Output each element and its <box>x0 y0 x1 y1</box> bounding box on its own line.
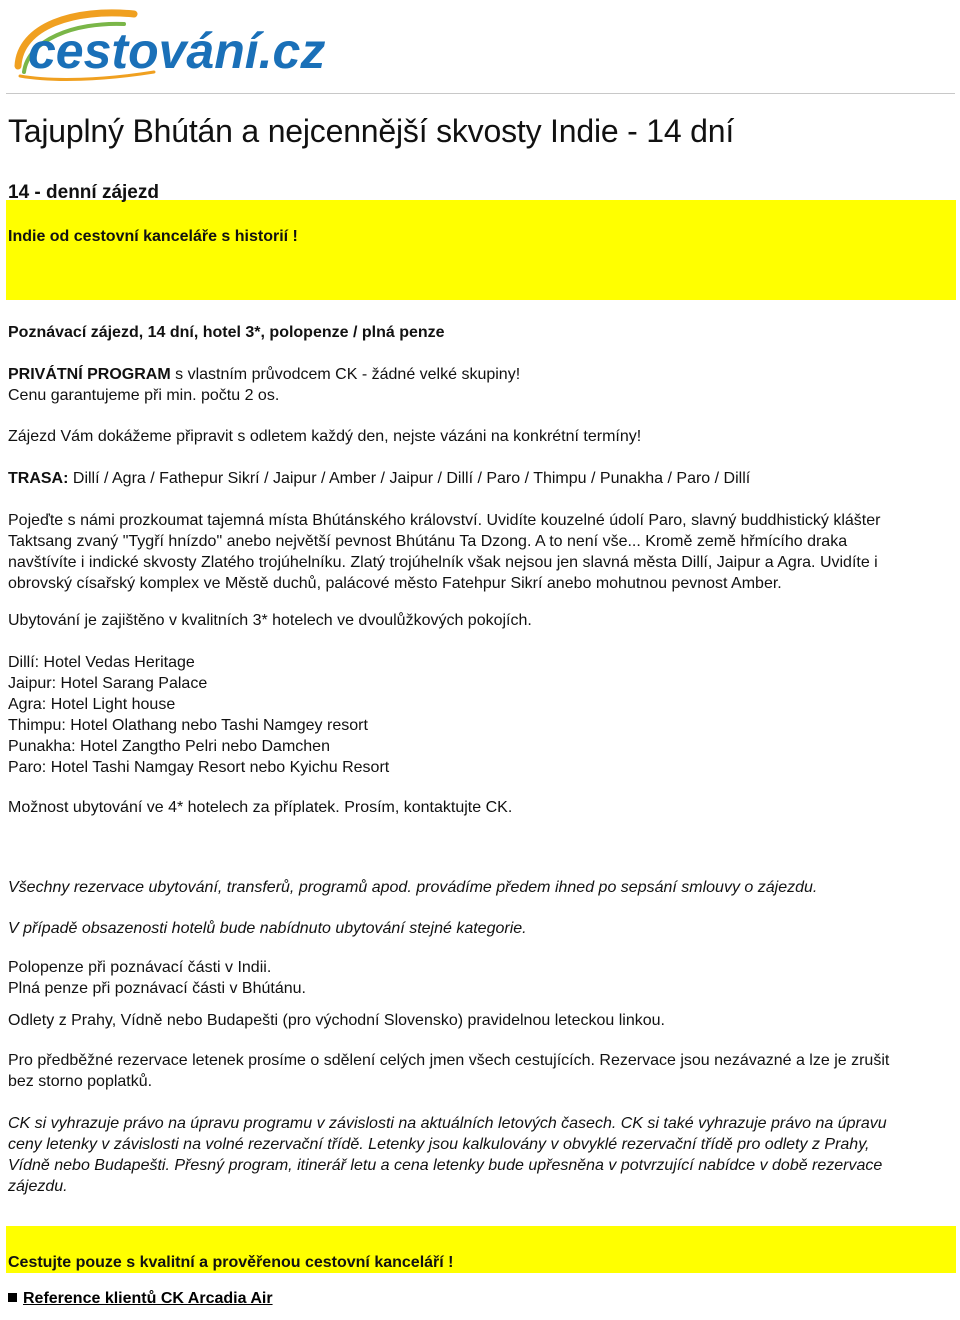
reservations-note: Všechny rezervace ubytování, transferů, programů apod. provádíme předem ihned po sepsání smlouvy o zájezdu. <box>8 879 818 896</box>
departure-note: Zájezd Vám dokážeme připravit s odletem každý den, nejste vázáni na konkrétní termíny! <box>8 428 642 445</box>
board-info <box>8 957 306 999</box>
sun-arc-logo-icon <box>14 6 334 84</box>
route-text: Dillí / Agra / Fathepur Sikrí / Jaipur / Amber / Jaipur / Dillí / Paro / Thimpu / Punakha / Paro / Dillí <box>68 470 751 487</box>
hotel-item: Dillí: Hotel Vedas Heritage <box>8 654 195 671</box>
private-program-label: PRIVÁTNÍ PROGRAM <box>8 366 171 383</box>
intro-line: obrovský císařský komplex ve Městě duchů, palácové město Fatehpur Sikrí anebo mohutnou pevnost Amber. <box>8 575 782 592</box>
flights-note: Odlety z Prahy, Vídně nebo Budapešti (pro východní Slovensko) pravidelnou leteckou linkou. <box>8 1012 665 1029</box>
intro-line: navštívíte i indické skvosty Zlatého trojúhelníku. Zlatý trojúhelník však nejsou jen slavná města Dillí, Jaipur a Agra. Uvidíte i <box>8 554 878 571</box>
highlight-box-top <box>6 200 956 300</box>
intro-line: Pojeďte s námi prozkoumat tajemná místa Bhútánského království. Uvidíte kouzelné údolí Paro, slavný buddhistický klášter <box>8 512 881 529</box>
price-guarantee: Cenu garantujeme při min. počtu 2 os. <box>8 387 280 404</box>
disclaimer-line: Vídně nebo Budapešti. Přesný program, itinerář letu a cena letenky bude upřesněna v potvrzující nabídce v době rezervace <box>8 1157 883 1174</box>
full-hotels-note: V případě obsazenosti hotelů bude nabídnuto ubytování stejné kategorie. <box>8 920 527 937</box>
header-divider <box>6 93 955 94</box>
board-item: Plná penze při poznávací části v Bhútánu. <box>8 980 306 997</box>
upgrade-note: Možnost ubytování ve 4* hotelech za příplatek. Prosím, kontaktujte CK. <box>8 799 513 816</box>
disclaimer <box>8 1113 952 1197</box>
site-logo[interactable] <box>14 6 334 84</box>
names-line: bez storno poplatků. <box>8 1073 153 1090</box>
hotel-item: Thimpu: Hotel Olathang nebo Tashi Namgey resort <box>8 717 368 734</box>
board-item: Polopenze při poznávací části v Indii. <box>8 959 272 976</box>
hotel-item: Jaipur: Hotel Sarang Palace <box>8 675 208 692</box>
private-program-text: s vlastním průvodcem CK - žádné velké skupiny! <box>170 366 521 383</box>
quality-agency-note: Cestujte pouze s kvalitní a prověřenou cestovní kanceláří ! <box>8 1254 454 1271</box>
highlight-history: Indie od cestovní kanceláře s historií ! <box>8 228 298 245</box>
route <box>8 468 750 489</box>
hotel-item: Punakha: Hotel Zangtho Pelri nebo Damchen <box>8 738 330 755</box>
reference-link[interactable]: Reference klientů CK Arcadia Air <box>23 1290 273 1307</box>
reference-row <box>8 1288 273 1309</box>
hotel-list <box>8 652 389 778</box>
names-line: Pro předběžné rezervace letenek prosíme o sdělení celých jmen všech cestujících. Rezervace jsou nezávazné a lze je zrušit <box>8 1052 890 1069</box>
hotel-item: Agra: Hotel Light house <box>8 696 176 713</box>
intro-line: Taktsang zvaný "Tygří hnízdo" anebo největší pevnost Bhútánu Ta Dzong. A to není vše... Kromě země hřmícího draka <box>8 533 848 550</box>
logo-text: cestování.cz <box>28 23 326 79</box>
trip-summary: Poznávací zájezd, 14 dní, hotel 3*, polopenze / plná penze <box>8 324 445 341</box>
route-label: TRASA: <box>8 470 69 487</box>
disclaimer-line: CK si vyhrazuje právo na úpravu programu v závislosti na aktuálních letových časech. CK si také vyhrazuje právo na úpravu <box>8 1115 887 1132</box>
private-program <box>8 364 520 385</box>
accommodation-note: Ubytování je zajištěno v kvalitních 3* hotelech ve dvoulůžkových pokojích. <box>8 612 532 629</box>
intro-paragraph <box>8 510 952 594</box>
page-title: Tajuplný Bhútán a nejcennější skvosty Indie - 14 dní <box>8 113 735 149</box>
square-bullet-icon <box>8 1293 17 1302</box>
names-note <box>8 1050 952 1092</box>
hotel-item: Paro: Hotel Tashi Namgay Resort nebo Kyichu Resort <box>8 759 390 776</box>
trip-length-subtitle: 14 - denní zájezd <box>8 182 159 203</box>
disclaimer-line: zájezdu. <box>8 1178 68 1195</box>
disclaimer-line: ceny letenky v závislosti na volné rezervační třídě. Letenky jsou kalkulovány v obvyklé rezervační třídě pro odlety z Prahy, <box>8 1136 870 1153</box>
